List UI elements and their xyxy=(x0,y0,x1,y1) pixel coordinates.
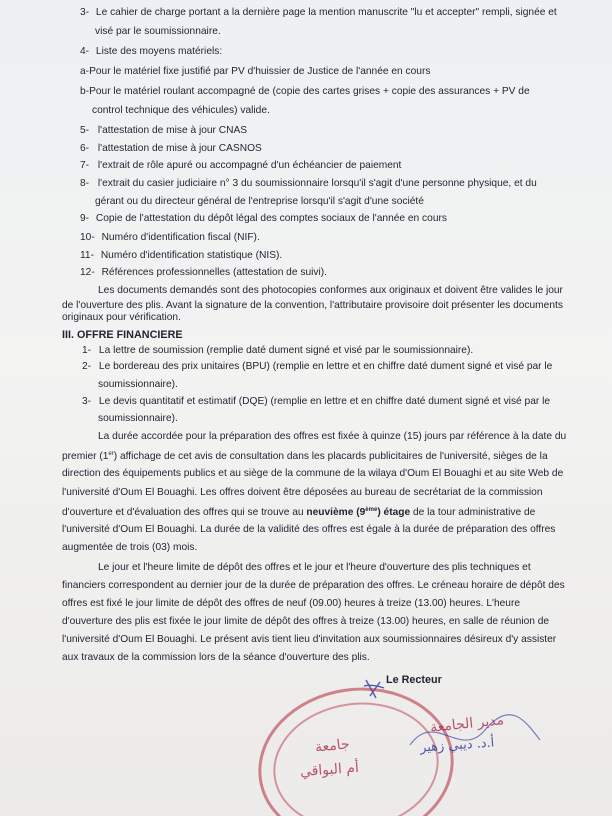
list-item-continuation: gérant ou du directeur général de l'entreprise lorsqu'il s'agit d'une société xyxy=(95,196,424,207)
paragraph-line: direction des équipements publics et au siège de la commune de la wilaya d'Oum El Bouaghi et au site Web de xyxy=(62,468,564,479)
signature-scribble-icon xyxy=(405,700,545,770)
list-item: 3- Le devis quantitatif et estimatif (DQE) (remplie en lettre et en chiffre daté dument signé et visé par le xyxy=(82,396,551,407)
note-line: originaux pour vérification. xyxy=(62,312,181,323)
paragraph-line: Le jour et l'heure limite de dépôt des offres et le jour et l'heure d'ouverture des plis techniques et xyxy=(98,562,531,573)
paragraph-line: l'université d'Oum El Bouaghi. Les offres doivent être déposées au bureau de secrétariat de la commission xyxy=(62,487,543,498)
paragraph-line: aux travaux de la commission lors de la séance d'ouverture des plis. xyxy=(62,652,370,663)
signature-title: Le Recteur xyxy=(386,674,442,686)
stamp-name-arabic: أ.د. ديبي زهير xyxy=(419,735,495,756)
paragraph-line: l'université d'Oum El Bouaghi. Le présent avis tient lieu d'invitation aux soumissionnaires désireux d'y assister xyxy=(62,634,557,645)
list-item: 5- l'attestation de mise à jour CNAS xyxy=(80,125,248,136)
list-item: 10- Numéro d'identification fiscal (NIF). xyxy=(80,232,260,243)
paragraph-line: offres est fixé le jour limite de dépôt des offres de neuf (09.00) heures à treize (13.00) heures. L'heure xyxy=(62,598,521,609)
paragraph-line: l'université d'Oum El Bouaghi. La durée de la validité des offres est égale à la durée de préparation des offres xyxy=(62,524,556,535)
list-item: 3- Le cahier de charge portant a la dernière page la mention manuscrite "lu et accepter" rempli, signée et xyxy=(80,7,557,18)
list-item: b-Pour le matériel roulant accompagné de (copie des cartes grises + copie des assurances + PV de xyxy=(80,86,530,97)
paragraph-line: financiers correspondent au dernier jour de la durée de préparation des offres. Le créneau horaire de dépôt des xyxy=(62,580,565,591)
list-item: 11- Numéro d'identification statistique (NIS). xyxy=(80,250,283,261)
list-item-continuation: soumissionnaire). xyxy=(98,413,178,424)
list-item: 6- l'attestation de mise à jour CASNOS xyxy=(80,143,262,154)
list-item: a-Pour le matériel fixe justifié par PV d'huissier de Justice de l'année en cours xyxy=(80,66,431,77)
paragraph-line: La durée accordée pour la préparation des offres est fixée à quinze (15) jours par référence à la date du xyxy=(98,431,567,442)
paragraph-line: premier (1er) affichage de cet avis de consultation dans les placards publicitaires de l'université, sièges de la xyxy=(62,451,548,462)
stamp-university-arabic: جامعة xyxy=(314,736,351,756)
paragraph-line: d'ouverture des plis est fixée le jour limite de dépôt des offres à treize (13.00) heures, en salle de réunion de xyxy=(62,616,550,627)
note-line: de l'ouverture des plis. Avant la signature de la convention, l'attributaire provisoire doit présenter les documents xyxy=(62,300,563,311)
stamp-city-arabic: أم البواقي xyxy=(299,759,360,781)
list-item: 12- Références professionnelles (attestation de suivi). xyxy=(80,267,327,278)
list-item: 4- Liste des moyens matériels: xyxy=(80,46,223,57)
list-item-continuation: soumissionnaire). xyxy=(98,379,178,390)
list-item: 2- Le bordereau des prix unitaires (BPU) (remplie en lettre et en chiffre daté dument signé et visé par le xyxy=(82,361,553,372)
paragraph-line: d'ouverture et d'évaluation des offres qui se trouve au neuvième (9ème) étage de la tour administrative de xyxy=(62,507,536,518)
stamp-title-arabic: مدير الجامعة xyxy=(429,712,505,736)
list-item: 8- l'extrait du casier judiciaire n° 3 du soumissionnaire lorsqu'il s'agit d'une personne physique, et du xyxy=(80,178,537,189)
list-item-continuation: visé par le soumissionnaire. xyxy=(95,26,221,37)
list-item-continuation: control technique des véhicules) valide. xyxy=(92,105,270,116)
paragraph-line: augmentée de trois (03) mois. xyxy=(62,542,198,553)
list-item: 7- l'extrait de rôle apuré ou accompagné d'un échéancier de paiement xyxy=(80,160,402,171)
section-title: III. OFFRE FINANCIERE xyxy=(62,329,183,341)
note-line: Les documents demandés sont des photocopies conformes aux originaux et doivent être valides le jour xyxy=(98,285,563,296)
list-item: 9- Copie de l'attestation du dépôt légal des comptes sociaux de l'année en cours xyxy=(80,213,447,224)
list-item: 1- La lettre de soumission (remplie daté dument signé et visé par le soumissionnaire). xyxy=(82,345,474,356)
